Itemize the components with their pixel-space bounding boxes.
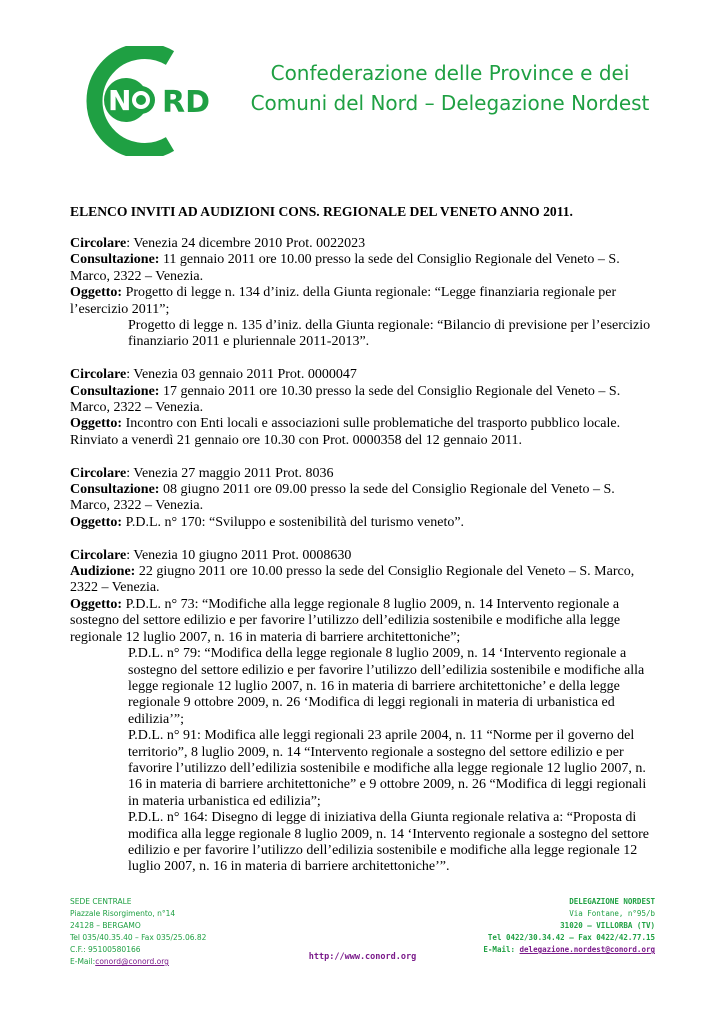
oggetto-additional: P.D.L. n° 91: Modifica alle leggi regionali 23 aprile 2004, n. 11 “Norme per il governo del territorio”, 8 luglio 2009, n. 14 “Intervento regionale a sostegno del settore edilizio e per favorire l’utilizzo dell’edilizia sostenibile e modifiche alla legge regionale 12 luglio 2007, n. 16 in materia di barriere architettoniche” e 9 ottobre 2009, n. 26 “Modifica di leggi regionali in materia urbanistica ed edilizia”; [128, 728, 647, 809]
consultazione-label: Consultazione: [70, 252, 160, 268]
circolare-text: : Venezia 10 giugno 2011 Prot. 0008630 [126, 547, 352, 563]
conord-logo [78, 46, 228, 156]
invite-section-4 [70, 548, 655, 876]
footer-right-email-label: E-Mail: [483, 945, 520, 954]
consultazione-label: Consultazione: [70, 482, 160, 498]
oggetto-text: P.D.L. n° 73: “Modifiche alla legge regionale 8 luglio 2009, n. 14 Intervento regionale a sostegno del settore edilizio e per favorire l’utilizzo dell’edilizia sostenibile e modifiche alla legge regionale 12 luglio 2007, n. 16 in materia di barriere architettoniche”; [70, 596, 621, 645]
invite-section-3 [70, 466, 655, 532]
footer-left-email-link[interactable]: conord@conord.org [95, 957, 169, 966]
circolare-text: : Venezia 24 dicembre 2010 Prot. 0022023 [126, 236, 366, 251]
title-line-1: Confederazione delle Province e dei [270, 61, 630, 85]
circolare-text: : Venezia 03 gennaio 2011 Prot. 0000047 [126, 367, 357, 383]
consultazione-label: Consultazione: [70, 383, 160, 399]
footer-right-address: Via Fontane, n°95/b [569, 909, 655, 918]
consultazione-text: 08 giugno 2011 ore 09.00 presso la sede del Consiglio Regionale del Veneto – S. Marco, 2322 – Venezia. [70, 482, 615, 514]
organization-title [240, 58, 660, 118]
footer-right-title: DELEGAZIONE NORDEST [569, 897, 655, 906]
circolare-label: Circolare [70, 367, 127, 383]
circolare-text: : Venezia 27 maggio 2011 Prot. 8036 [126, 465, 334, 481]
footer-left-city: 24128 – BERGAMO [70, 921, 141, 930]
footer-right-city: 31020 – VILLORBA (TV) [560, 921, 655, 930]
circolare-label: Circolare [70, 236, 127, 251]
circolare-label: Circolare [70, 547, 127, 563]
title-line-2: Comuni del Nord – Delegazione Nordest [250, 91, 650, 115]
circolare-label: Circolare [70, 465, 127, 481]
audizione-label: Audizione: [70, 564, 136, 580]
document-body [70, 236, 655, 892]
invite-section-1 [70, 236, 655, 351]
footer-left-title: SEDE CENTRALE [70, 897, 132, 906]
oggetto-additional: P.D.L. n° 79: “Modifica della legge regionale 8 luglio 2009, n. 14 ‘Intervento regionale a sostegno del settore edilizio e per favorire l’utilizzo dell’edilizia sostenibile e modifiche alla legge regionale 12 luglio 2007, n. 16 in materia di barriere architettoniche’ e della legge regionale 9 ottobre 2009, n. 26 ‘Modifica di leggi regionali in materia di urbanistica ed edilizia’”; [128, 646, 645, 727]
oggetto-label: Oggetto: [70, 514, 123, 530]
website-link[interactable]: http://www.conord.org [308, 952, 417, 962]
consultazione-text: 17 gennaio 2011 ore 10.30 presso la sede del Consiglio Regionale del Veneto – S. Marco, 2322 – Venezia. [70, 383, 621, 416]
document-heading: ELENCO INVITI AD AUDIZIONI CONS. REGIONALE DEL VENETO ANNO 2011. [70, 204, 573, 219]
invite-section-2 [70, 367, 655, 449]
oggetto-text: Incontro con Enti locali e associazioni sulle problematiche del trasporto pubblico locale. Rinviato a venerdì 21 gennaio ore 10.30 con Prot. 0000358 del 12 gennaio 2011. [70, 416, 621, 448]
oggetto-additional: Progetto di legge n. 135 d’iniz. della Giunta regionale: “Bilancio di previsione per l’esercizio finanziario 2011 e pluriennale 2011-2013”. [128, 318, 651, 350]
oggetto-label: Oggetto: [70, 596, 123, 612]
oggetto-additional: P.D.L. n° 164: Disegno di legge di iniziativa della Giunta regionale relativa a: “Proposta di modifica alla legge regionale 8 luglio 2009, n. 14 ‘Intervento regionale a sostegno del settore edilizio e per favorire l’utilizzo dell’edilizia sostenibile e modifiche alla legge regionale 12 luglio 2007, n. 16 in materia di barriere architettoniche’”. [128, 810, 649, 875]
oggetto-label: Oggetto: [70, 285, 123, 301]
footer-left-phone: Tel 035/40.35.40 – Fax 035/25.06.82 [70, 933, 207, 942]
footer-delegazione-nordest [483, 896, 655, 956]
footer-left-address: Piazzale Risorgimento, n°14 [70, 909, 176, 918]
svg-text:RD: RD [162, 85, 211, 120]
oggetto-label: Oggetto: [70, 416, 123, 432]
consultazione-text: 11 gennaio 2011 ore 10.00 presso la sede del Consiglio Regionale del Veneto – S. Marco, 2322 – Venezia. [70, 252, 620, 284]
svg-text:N: N [108, 84, 132, 117]
oggetto-text: Progetto di legge n. 134 d’iniz. della Giunta regionale: “Legge finanziaria regionale per l’esercizio 2011”; [70, 285, 617, 317]
audizione-text: 22 giugno 2011 ore 10.00 presso la sede del Consiglio Regionale del Veneto – S. Marco, 2322 – Venezia. [70, 564, 635, 596]
oggetto-text: P.D.L. n° 170: “Sviluppo e sostenibilità del turismo veneto”. [122, 514, 465, 530]
footer-left-email-label: E-Mail: [70, 957, 96, 966]
footer-right-phone: Tel 0422/30.34.42 – Fax 0422/42.77.15 [487, 933, 655, 942]
footer-right-email-link[interactable]: delegazione.nordest@conord.org [519, 945, 655, 954]
footer-left-cf: C.F.: 95100580166 [70, 945, 141, 954]
